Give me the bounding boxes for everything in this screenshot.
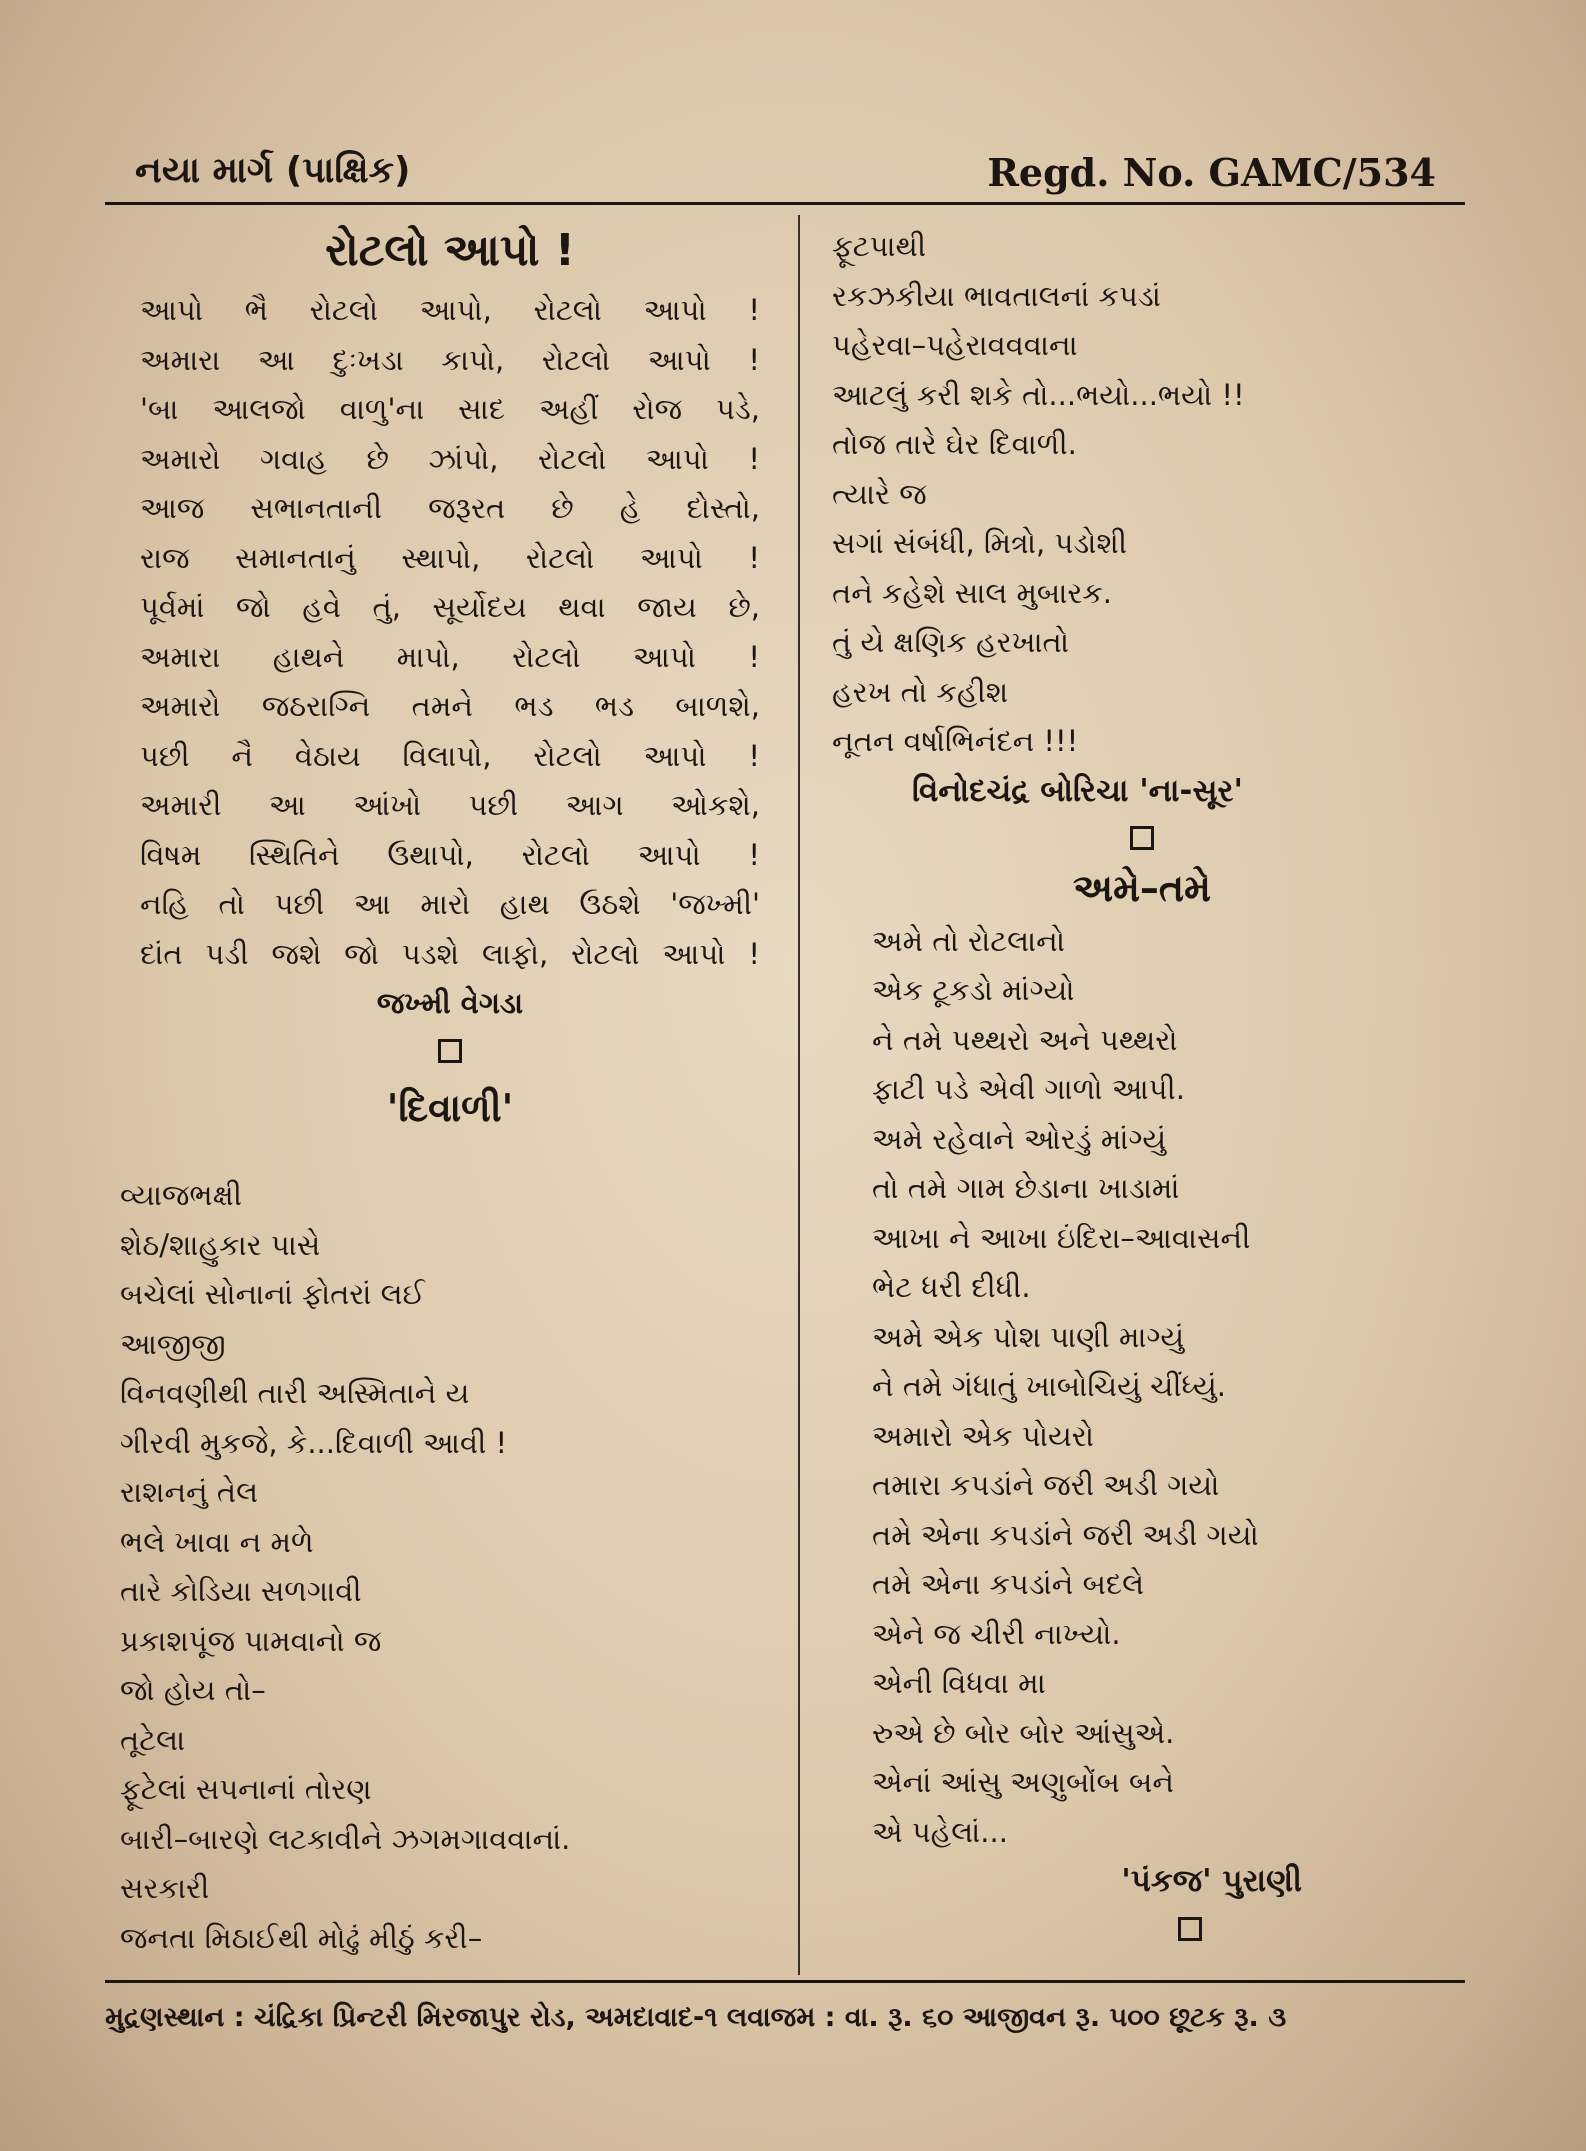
poem2-line: બારી–બારણે લટકાવીને ઝગમગાવવાનાં. xyxy=(120,1821,571,1856)
poem2-line: ત્યારે જ xyxy=(832,476,927,511)
poem2-line: શેઠ/શાહુકાર પાસે xyxy=(120,1227,321,1262)
poem2-author: વિનોદચંદ્ર બોરિચા 'ના-સૂર' xyxy=(912,772,1243,809)
poem2-line: ગીરવી મુકજે, કે...દિવાળી આવી ! xyxy=(120,1425,508,1460)
poem3-line: એને જ ચીરી નાખ્યો. xyxy=(872,1616,1121,1651)
poem2-line: જનતા મિઠાઈથી મોઢું મીઠું કરી– xyxy=(120,1920,483,1955)
poem3-line: એ પહેલાં... xyxy=(872,1814,1008,1849)
poem3-line: ફાટી પડે એવી ગાળો આપી. xyxy=(872,1072,1185,1106)
poem3-line: એની વિધવા મા xyxy=(872,1666,1046,1700)
separator-box-icon xyxy=(832,816,1452,866)
poem2-line: તૂટેલા xyxy=(120,1722,186,1757)
poem2-line: જો હોય તો– xyxy=(120,1673,266,1707)
poem3-line: તો તમે ગામ છેડાના ખાડામાં xyxy=(872,1171,1180,1205)
poem3-line: એક ટૂકડો માંગ્યો xyxy=(872,973,1075,1007)
poem1-line: વિષમ સ્થિતિને ઉથાપો, રોટલો આપો ! xyxy=(140,837,760,872)
poem2-line: રાશનનું તેલ xyxy=(120,1475,259,1509)
poem2-line: પહેરવા–પહેરાવવવાના xyxy=(832,328,1078,362)
poem2-line: ફૂટપાથી xyxy=(832,229,927,263)
poem2-line: નૂતન વર્ષાભિનંદન !!! xyxy=(832,724,1079,758)
footer-rule xyxy=(105,1980,1465,1983)
poem1-author: જખ્મી વેગડા xyxy=(376,986,524,1020)
poem3-line: અમે તો રોટલાનો xyxy=(872,923,1065,958)
poem1-line: આજ સભાનતાની જરૂરત છે હે દોસ્તો, xyxy=(140,491,760,525)
left-column xyxy=(120,225,760,1963)
poem3-line: અમારો એક પોયરો xyxy=(872,1418,1094,1453)
poem3-line: ને તમે પથ્થરો અને પથ્થરો xyxy=(872,1022,1178,1057)
poem2-line: સરકારી xyxy=(120,1871,210,1905)
poem2-line: બચેલાં સોનાનાં ફોતરાં લઈ xyxy=(120,1277,425,1311)
publication-name: નયા માર્ગ (પાક્ષિક) xyxy=(135,150,411,191)
poem2-line: આજીજી xyxy=(120,1326,226,1361)
separator-box-icon xyxy=(140,1029,760,1079)
poem3-body xyxy=(832,917,1452,1858)
poem2-line: વિનવણીથી તારી અસ્મિતાને ય xyxy=(120,1376,470,1410)
poem2-line: તારે કોડિયા સળગાવી xyxy=(120,1574,362,1608)
poem1-line: અમારો ગવાહ છે ઝાંપો, રોટલો આપો ! xyxy=(140,441,760,476)
poem2-line: તું યે ક્ષણિક હરખાતો xyxy=(832,625,1070,659)
poem1-line: પૂર્વમાં જો હવે તું, સૂર્યોદય થવા જાય છે, xyxy=(140,590,760,624)
poem3-line: આખા ને આખા ઇંદિરા–આવાસની xyxy=(872,1220,1251,1255)
poem2-line: તોજ તારે ઘેર દિવાળી. xyxy=(832,427,1077,461)
poem1-title: રોટલો આપો ! xyxy=(325,225,575,276)
poem1-body xyxy=(140,286,760,979)
poem2-body-left xyxy=(120,1171,760,1963)
poem1-line: અમારો જઠરાગ્નિ તમને ભડ ભડ બાળશે, xyxy=(140,689,760,723)
poem1-line: અમારા હાથને માપો, રોટલો આપો ! xyxy=(140,639,760,674)
poem1-line: આપો ભૈ રોટલો આપો, રોટલો આપો ! xyxy=(140,293,760,327)
poem3-line: અમે રહેવાને ઓરડું માંગ્યું xyxy=(872,1121,1167,1156)
poem3-line: તમે એના કપડાંને જરી અડી ગયો xyxy=(872,1517,1259,1552)
poem1-line: દાંત પડી જશે જો પડશે લાફો, રોટલો આપો ! xyxy=(140,936,760,971)
poem2-line: હરખ તો કહીશ xyxy=(832,674,1009,709)
poem3-line: રુએ છે બોર બોર આંસુએ. xyxy=(872,1715,1175,1750)
poem3-title: અમે–તમે xyxy=(1073,865,1211,910)
poem1-line: અમારી આ આંખો પછી આગ ઓકશે, xyxy=(140,788,760,822)
poem3-author: 'પંકજ' પુરાણી xyxy=(1121,1863,1302,1899)
right-column xyxy=(832,222,1452,1956)
poem1-line: 'બા આલજો વાળુ'ના સાદ અહીં રોજ પડે, xyxy=(140,392,760,426)
poem1-line: પછી નૈ વેઠાય વિલાપો, રોટલો આપો ! xyxy=(140,738,760,773)
poem3-line: ભેટ ધરી દીધી. xyxy=(872,1270,1031,1304)
registration-number: Regd. No. GAMC/534 xyxy=(987,150,1436,195)
poem2-line: તને કહેશે સાલ મુબારક. xyxy=(832,575,1113,610)
separator-box-icon xyxy=(832,1907,1452,1957)
poem1-line: નહિ તો પછી આ મારો હાથ ઉઠશે 'જખ્મી' xyxy=(140,887,760,921)
poem3-line: તમારા કપડાંને જરી અડી ગયો xyxy=(872,1468,1220,1502)
poem3-line: એનાં આંસુ અણુબોંબ બને xyxy=(872,1765,1174,1799)
poem1-line: રાજ સમાનતાનું સ્થાપો, રોટલો આપો ! xyxy=(140,540,760,575)
column-divider xyxy=(798,215,800,1975)
poem2-title: 'દિવાળી' xyxy=(386,1086,514,1130)
poem2-line: ફૂટેલાં સપનાનાં તોરણ xyxy=(120,1772,372,1806)
poem2-line: પ્રકાશપૂંજ પામવાનો જ xyxy=(120,1623,382,1658)
poem2-line: સગાં સંબંધી, મિત્રો, પડોશી xyxy=(832,526,1128,560)
imprint-footer: મુદ્રણસ્થાન : ચંદ્રિકા પ્રિન્ટરી મિરજાપુર રોડ, અમદાવાદ-૧ લવાજમ : વા. રૂ. ૬૦ આજીવન રૂ. ૫૦૦ છૂટક રૂ. ૩ xyxy=(105,2002,1287,2033)
poem3-line: અમે એક પોશ પાણી માગ્યું xyxy=(872,1319,1185,1354)
poem3-line: તમે એના કપડાંને બદલે xyxy=(872,1567,1145,1601)
poem2-line: ભલે ખાવા ન મળે xyxy=(120,1524,314,1559)
poem3-line: ને તમે ગંધાતું ખાબોચિયું ચીંધ્યું. xyxy=(872,1369,1227,1403)
poem1-line: અમારા આ દુઃખડા કાપો, રોટલો આપો ! xyxy=(140,342,760,377)
poem2-line: વ્યાજભક્ષી xyxy=(120,1178,242,1212)
poem2-line: રકઝકીયા ભાવતાલનાં કપડાં xyxy=(832,278,1161,313)
poem2-body-right xyxy=(832,222,1452,767)
header-rule xyxy=(105,202,1465,205)
poem2-line: આટલું કરી શકે તો...ભયો...ભયો !! xyxy=(832,377,1245,412)
